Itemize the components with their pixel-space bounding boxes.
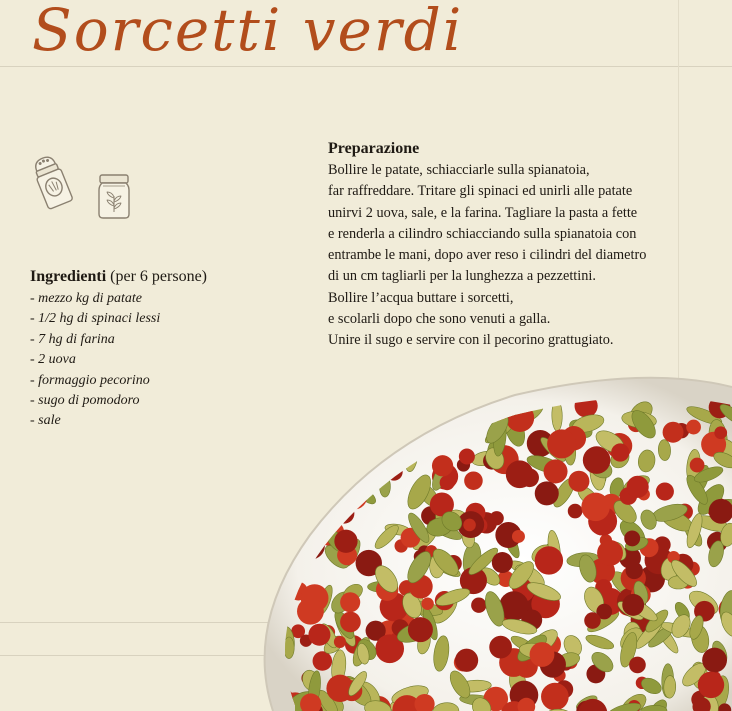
sauce-chunk [334, 636, 346, 648]
sauce-chunk [332, 457, 345, 470]
recipe-title: Sorcetti verdi [32, 0, 464, 64]
sauce-chunk [333, 456, 356, 479]
pasta-piece [315, 452, 341, 481]
sauce-chunk [340, 612, 361, 633]
sauce-chunk [490, 511, 504, 525]
sauce-chunk [568, 504, 583, 519]
pasta-piece [285, 497, 307, 526]
sauce-chunk [547, 429, 576, 458]
ingredient-item: - formaggio pecorino [30, 372, 150, 388]
preparation-heading: Preparazione [328, 140, 420, 157]
preparation-line: far raffreddare. Tritare gli spinaci ed unirli alle patate [328, 183, 633, 200]
sauce-chunk [702, 648, 727, 673]
sauce-chunk [544, 459, 568, 483]
sauce-chunk [408, 617, 433, 642]
sauce-chunk [296, 436, 318, 458]
sauce-chunk [512, 530, 525, 543]
sauce-chunk [347, 444, 360, 457]
pasta-piece [327, 401, 363, 417]
sauce-chunk [690, 458, 705, 473]
preparation-line: di un cm tagliarli per la lunghezza a pezzettini. [328, 268, 596, 285]
ingredient-item: - sale [30, 413, 61, 429]
pasta-piece [313, 404, 332, 443]
ingredients-title: Ingredienti [30, 268, 107, 285]
pasta-piece [283, 420, 315, 460]
sauce-chunk [535, 481, 559, 505]
sauce-chunk [471, 598, 486, 613]
sauce-chunk [584, 612, 601, 629]
sauce-chunk [334, 530, 357, 553]
preparation-line: Unire il sugo e servire con il pecorino grattugiato. [328, 332, 614, 349]
pasta-piece [316, 407, 353, 422]
sauce-chunk [624, 530, 640, 546]
pasta-piece [318, 411, 348, 438]
sauce-chunk [492, 552, 513, 573]
herb-jar-icon [96, 172, 134, 222]
pasta-piece [339, 403, 368, 427]
pasta-piece [292, 426, 306, 462]
sauce-chunk [291, 420, 313, 442]
pasta-piece [363, 393, 393, 421]
sauce-chunk [421, 598, 433, 610]
sauce-chunk [686, 420, 701, 435]
sauce-chunk [419, 409, 432, 422]
sauce-chunk [568, 471, 589, 492]
ingredients-section [30, 268, 290, 432]
sauce-chunk [432, 455, 453, 476]
pasta-piece [319, 417, 333, 438]
sauce-chunk [656, 482, 674, 500]
pasta-piece [341, 395, 375, 422]
preparation-section [328, 140, 728, 352]
sauce-chunk [303, 460, 318, 475]
ingredient-item: - 2 uova [30, 352, 76, 368]
sauce-chunk [455, 649, 478, 672]
sauce-chunk [341, 395, 365, 419]
sauce-chunk [364, 428, 385, 449]
preparation-line: e renderla a cilindro schiacciando sulla spianatoia con [328, 225, 637, 242]
ingredients-heading [30, 268, 290, 286]
sauce-chunk [663, 422, 684, 443]
sauce-chunk [440, 475, 455, 490]
servings-note: (per 6 persone) [110, 268, 207, 285]
sauce-chunk [622, 594, 644, 616]
preparation-line: Bollire le patate, schiacciarle sulla spianatoia, [328, 162, 590, 178]
ingredient-item: - mezzo kg di patate [30, 291, 142, 306]
grid-line [0, 66, 732, 67]
sauce-chunk [583, 446, 611, 474]
sauce-chunk [489, 636, 512, 659]
sauce-chunk [297, 598, 324, 625]
sauce-chunk [626, 562, 643, 579]
pasta-piece [347, 396, 372, 416]
sauce-chunk [506, 460, 534, 488]
sauce-chunk [305, 444, 328, 467]
sauce-chunk [463, 519, 476, 532]
ingredients-list [30, 289, 290, 432]
ingredient-item: - sugo di pomodoro [30, 393, 140, 409]
sauce-chunk [530, 642, 555, 667]
sauce-chunk [459, 448, 475, 464]
sauce-chunk [698, 672, 724, 698]
pasta-piece [337, 398, 376, 423]
pasta-piece [334, 440, 352, 465]
pasta-piece [358, 403, 388, 429]
ingredient-item: - 7 hg di farina [30, 331, 115, 347]
ingredient-item: - 1/2 hg di spinaci lessi [30, 311, 161, 327]
pasta-piece [372, 395, 383, 424]
sauce-chunk [541, 683, 569, 711]
preparation-line: Bollire l’acqua buttare i sorcetti, [328, 289, 514, 306]
sauce-chunk [597, 540, 623, 566]
sauce-chunk [464, 471, 483, 490]
preparation-line: unirvi 2 uova, sale, e la farina. Tagliare la pasta a fette [328, 204, 638, 221]
pasta-piece [297, 402, 325, 436]
sauce-chunk [340, 592, 360, 612]
pasta-piece [279, 501, 302, 521]
sauce-chunk [627, 476, 649, 498]
sauce-chunk [396, 402, 415, 421]
sauce-chunk [343, 444, 357, 458]
sauce-chunk [535, 546, 563, 574]
sauce-chunk [313, 651, 333, 671]
sauce-chunk [611, 443, 629, 461]
preparation-line: e scolarli dopo che sono venuti a galla. [328, 311, 551, 328]
sauce-chunk [313, 408, 337, 432]
sauce-chunk [581, 493, 610, 522]
sauce-chunk [293, 480, 322, 509]
preparation-line: entrambe le mani, dopo aver reso i cilindri del diametro [328, 247, 647, 264]
sauce-chunk [343, 437, 367, 461]
sauce-chunk [629, 657, 646, 674]
pasta-piece [282, 470, 304, 501]
sauce-chunk [714, 426, 727, 439]
sauce-chunk [308, 624, 330, 646]
pasta-dish-photo [255, 375, 732, 711]
pasta-piece [370, 402, 392, 428]
